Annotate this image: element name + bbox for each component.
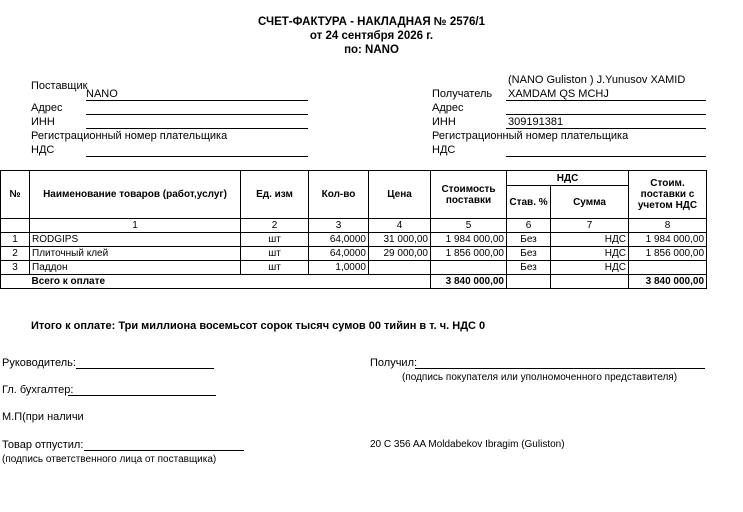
row-cost: 1 984 000,00: [431, 233, 507, 247]
row-unit: шт: [241, 233, 309, 247]
supplier-name: NANO: [86, 88, 118, 100]
header-rate: Став. %: [507, 186, 551, 219]
recipient-inn-value: 309191381: [508, 116, 564, 128]
released-label: Товар отпустил:: [2, 439, 84, 451]
table-row: [1, 233, 707, 247]
col-number: 3: [309, 219, 369, 233]
received-signature-line: [415, 368, 705, 369]
row-price: 31 000,00: [369, 233, 431, 247]
row-num: 2: [1, 247, 30, 261]
row-total: 1 856 000,00: [629, 247, 707, 261]
recipient-label: Получатель: [432, 88, 493, 100]
invoice-title: СЧЕТ-ФАКТУРА - НАКЛАДНАЯ № 2576/1: [257, 16, 485, 28]
stamp-label: М.П(при наличи: [2, 411, 84, 423]
recipient-nds-line: [506, 156, 706, 157]
total-cost: 3 840 000,00: [431, 275, 507, 289]
supplier-nds-line: [86, 156, 308, 157]
supplier-inn-label: ИНН: [31, 116, 55, 128]
row-rate: Без: [507, 247, 551, 261]
header-total-cost: Стоим. поставки с учетом НДС: [629, 171, 707, 219]
supplier-inn-line: [86, 128, 308, 129]
recipient-name-2: XAMDAM QS MCHJ: [508, 88, 609, 100]
recipient-inn-line: [506, 128, 706, 129]
col-number: 6: [507, 219, 551, 233]
row-qty: 64,0000: [309, 233, 369, 247]
row-rate: Без: [507, 233, 551, 247]
col-number: 1: [30, 219, 241, 233]
row-num: 3: [1, 261, 30, 275]
col-number: 8: [629, 219, 707, 233]
col-number: 2: [241, 219, 309, 233]
row-unit: шт: [241, 247, 309, 261]
row-sum: НДС: [551, 233, 629, 247]
head-signature-line: [76, 368, 214, 369]
header-name: Наименование товаров (работ,услуг): [30, 171, 241, 219]
recipient-name-line: [506, 100, 706, 101]
received-note: (подпись покупателя или уполномоченного представителя): [402, 372, 678, 383]
recipient-address-line: [506, 114, 706, 115]
row-price: [369, 261, 431, 275]
row-total: [629, 261, 707, 275]
header-num: №: [1, 171, 30, 219]
supplier-name-line: [86, 100, 308, 101]
header-cost: Стоимость поставки: [431, 171, 507, 219]
amount-in-words: Итого к оплате: Три миллиона восемьсот сорок тысяч сумов 00 тийин в т. ч. НДС 0: [31, 320, 486, 332]
row-cost: [431, 261, 507, 275]
header-qty: Кол-во: [309, 171, 369, 219]
row-name: Плиточный клей: [30, 247, 241, 261]
row-price: 29 000,00: [369, 247, 431, 261]
header-price: Цена: [369, 171, 431, 219]
row-qty: 1,0000: [309, 261, 369, 275]
table-row: [1, 247, 707, 261]
header-nds: НДС: [507, 171, 629, 186]
recipient-nds-label: НДС: [432, 144, 456, 156]
table-row: [1, 261, 707, 275]
accountant-signature-line: [68, 395, 216, 396]
column-number-row: [1, 219, 707, 233]
supplier-label: Поставщик: [31, 80, 88, 92]
invoice-date: от 24 сентября 2026 г.: [309, 30, 434, 42]
total-row: [1, 275, 707, 289]
row-rate: Без: [507, 261, 551, 275]
supplier-address-label: Адрес: [31, 102, 63, 114]
row-unit: шт: [241, 261, 309, 275]
row-total: 1 984 000,00: [629, 233, 707, 247]
header-sum: Сумма: [551, 186, 629, 219]
row-name: Паддон: [30, 261, 241, 275]
row-sum: НДС: [551, 247, 629, 261]
power-of-attorney: 20 C 356 AA Moldabekov Ibragim (Guliston): [370, 439, 565, 450]
received-label: Получил:: [370, 357, 418, 369]
header-unit: Ед. изм: [241, 171, 309, 219]
row-cost: 1 856 000,00: [431, 247, 507, 261]
goods-table: [0, 170, 707, 289]
total-label: Всего к оплате: [30, 275, 431, 289]
supplier-address-line: [86, 114, 308, 115]
total-with-nds: 3 840 000,00: [629, 275, 707, 289]
recipient-inn-label: ИНН: [432, 116, 456, 128]
recipient-name-1: (NANO Guliston ) J.Yunusov XAMID: [508, 74, 686, 86]
released-signature-line: [84, 450, 244, 451]
released-note: (подпись ответственного лица от поставщика): [2, 454, 217, 465]
supplier-nds-label: НДС: [31, 144, 55, 156]
row-name: RODGIPS: [30, 233, 241, 247]
invoice-basis: по: NANO: [344, 44, 399, 56]
recipient-reg-label: Регистрационный номер плательщика: [432, 130, 629, 142]
recipient-address-label: Адрес: [432, 102, 464, 114]
row-sum: НДС: [551, 261, 629, 275]
col-number: 7: [551, 219, 629, 233]
row-num: 1: [1, 233, 30, 247]
col-number: 4: [369, 219, 431, 233]
col-number: 5: [431, 219, 507, 233]
supplier-reg-label: Регистрационный номер плательщика: [31, 130, 228, 142]
accountant-label: Гл. бухгалтер:: [2, 384, 74, 396]
row-qty: 64,0000: [309, 247, 369, 261]
head-label: Руководитель:: [2, 357, 76, 369]
